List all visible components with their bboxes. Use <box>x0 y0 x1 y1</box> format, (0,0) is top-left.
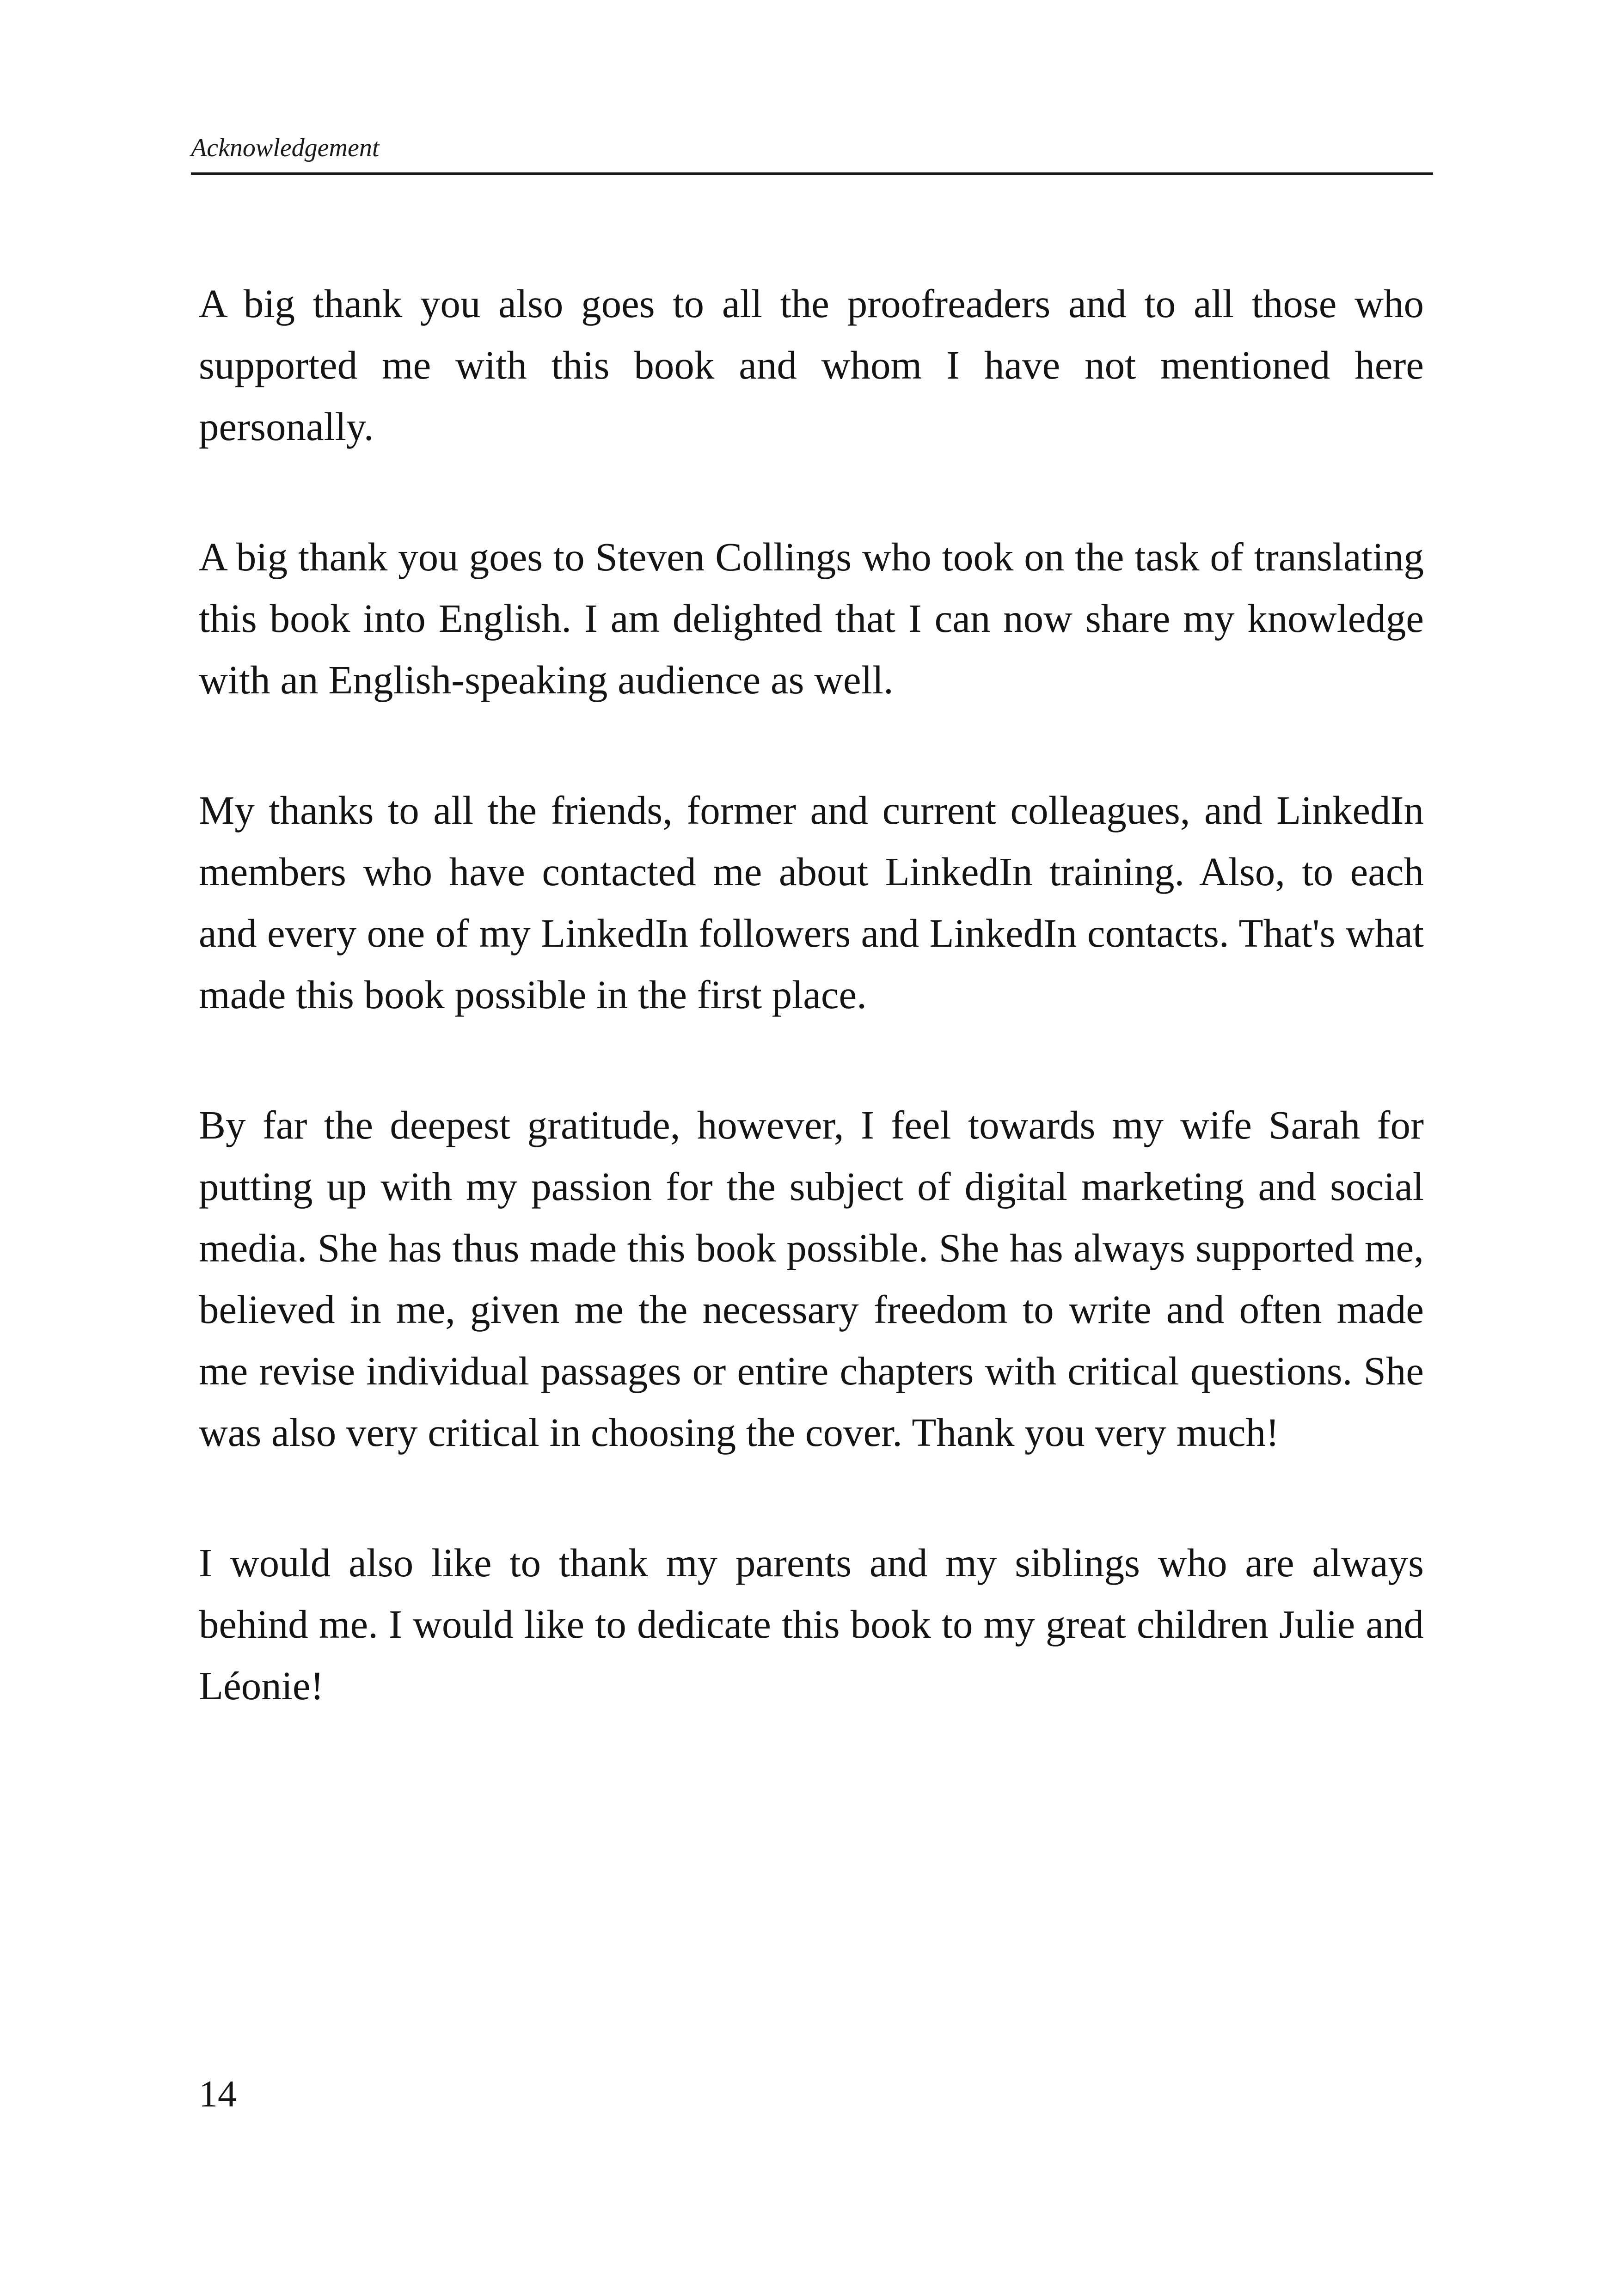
page-number: 14 <box>199 2073 237 2115</box>
body-text <box>199 273 1424 1785</box>
paragraph-family: I would also like to thank my parents and my siblings who are always behind me. I would like to dedicate this book to my great children Julie and Léonie! <box>199 1540 1424 1708</box>
running-header-title: Acknowledgement <box>191 134 380 162</box>
paragraph-wife: By far the deepest gratitude, however, I feel towards my wife Sarah for putting up with my passion for the subject of digital marketing and social media. She has thus made this book possible. She has always supported me, believed in me, given me the necessary freedom to write and often made me revise individual passages or entire chapters with critical questions. She was also very critical in choosing the cover. Thank you very much! <box>199 1102 1424 1455</box>
running-header <box>191 133 1433 175</box>
paragraph-proofreaders: A big thank you also goes to all the proofreaders and to all those who supported me with this book and whom I have not mentioned here personally. <box>199 281 1424 449</box>
paragraph-translator: A big thank you goes to Steven Collings who took on the task of translating this book into English. I am delighted that I can now share my knowledge with an English-speaking audience as well. <box>199 534 1424 702</box>
paragraph-friends-colleagues: My thanks to all the friends, former and current colleagues, and LinkedIn members who have contacted me about LinkedIn training. Also, to each and every one of my LinkedIn followers and LinkedIn contacts. That's what made this book possible in the first place. <box>199 788 1424 1017</box>
